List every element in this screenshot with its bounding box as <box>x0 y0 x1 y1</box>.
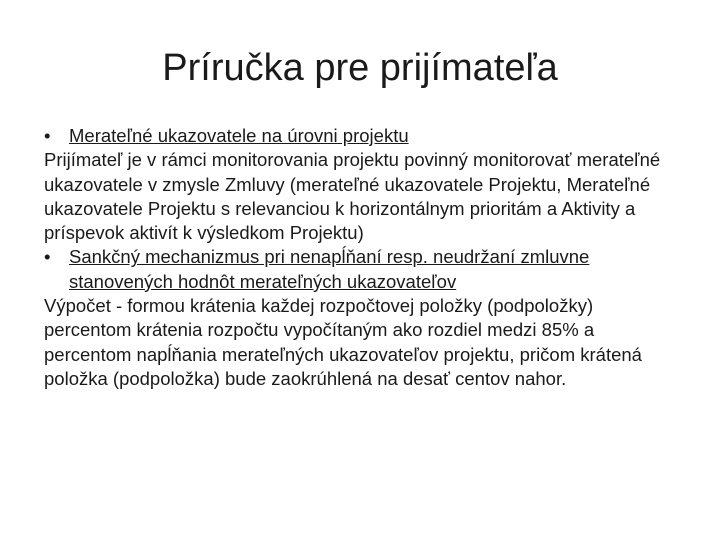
bullet-dot-icon: • <box>44 246 51 268</box>
bullet-item-1 <box>44 124 684 148</box>
bullet-text-2: Sankčný mechanizmus pri nenapĺňaní resp. neudržaní zmluvne stanovených hodnôt merateľných ukazovateľov <box>69 246 590 292</box>
slide-title: Príručka pre prijímateľa <box>162 47 558 89</box>
bullet-item-2 <box>44 245 684 294</box>
bullet-text-1: Merateľné ukazovatele na úrovni projektu <box>69 125 409 146</box>
slide-content <box>44 124 684 391</box>
paragraph-1: Prijímateľ je v rámci monitorovania projektu povinný monitorovať merateľné ukazovatele v zmysle Zmluvy (merateľné ukazovatele Projektu, Merateľné ukazovatele Projektu s relevanciou k horizontálnym prioritám a Aktivity a príspevok aktivít k výsledkom Projektu) <box>44 149 661 244</box>
paragraph-2: Výpočet - formou krátenia každej rozpočtovej položky (podpoložky) percentom krátenia rozpočtu vypočítaným ako rozdiel medzi 85% a percentom napĺňania merateľných ukazovateľov projektu, pričom krátená položka (podpoložka) bude zaokrúhlená na desať centov nahor. <box>44 295 642 389</box>
bullet-dot-icon: • <box>44 125 51 146</box>
